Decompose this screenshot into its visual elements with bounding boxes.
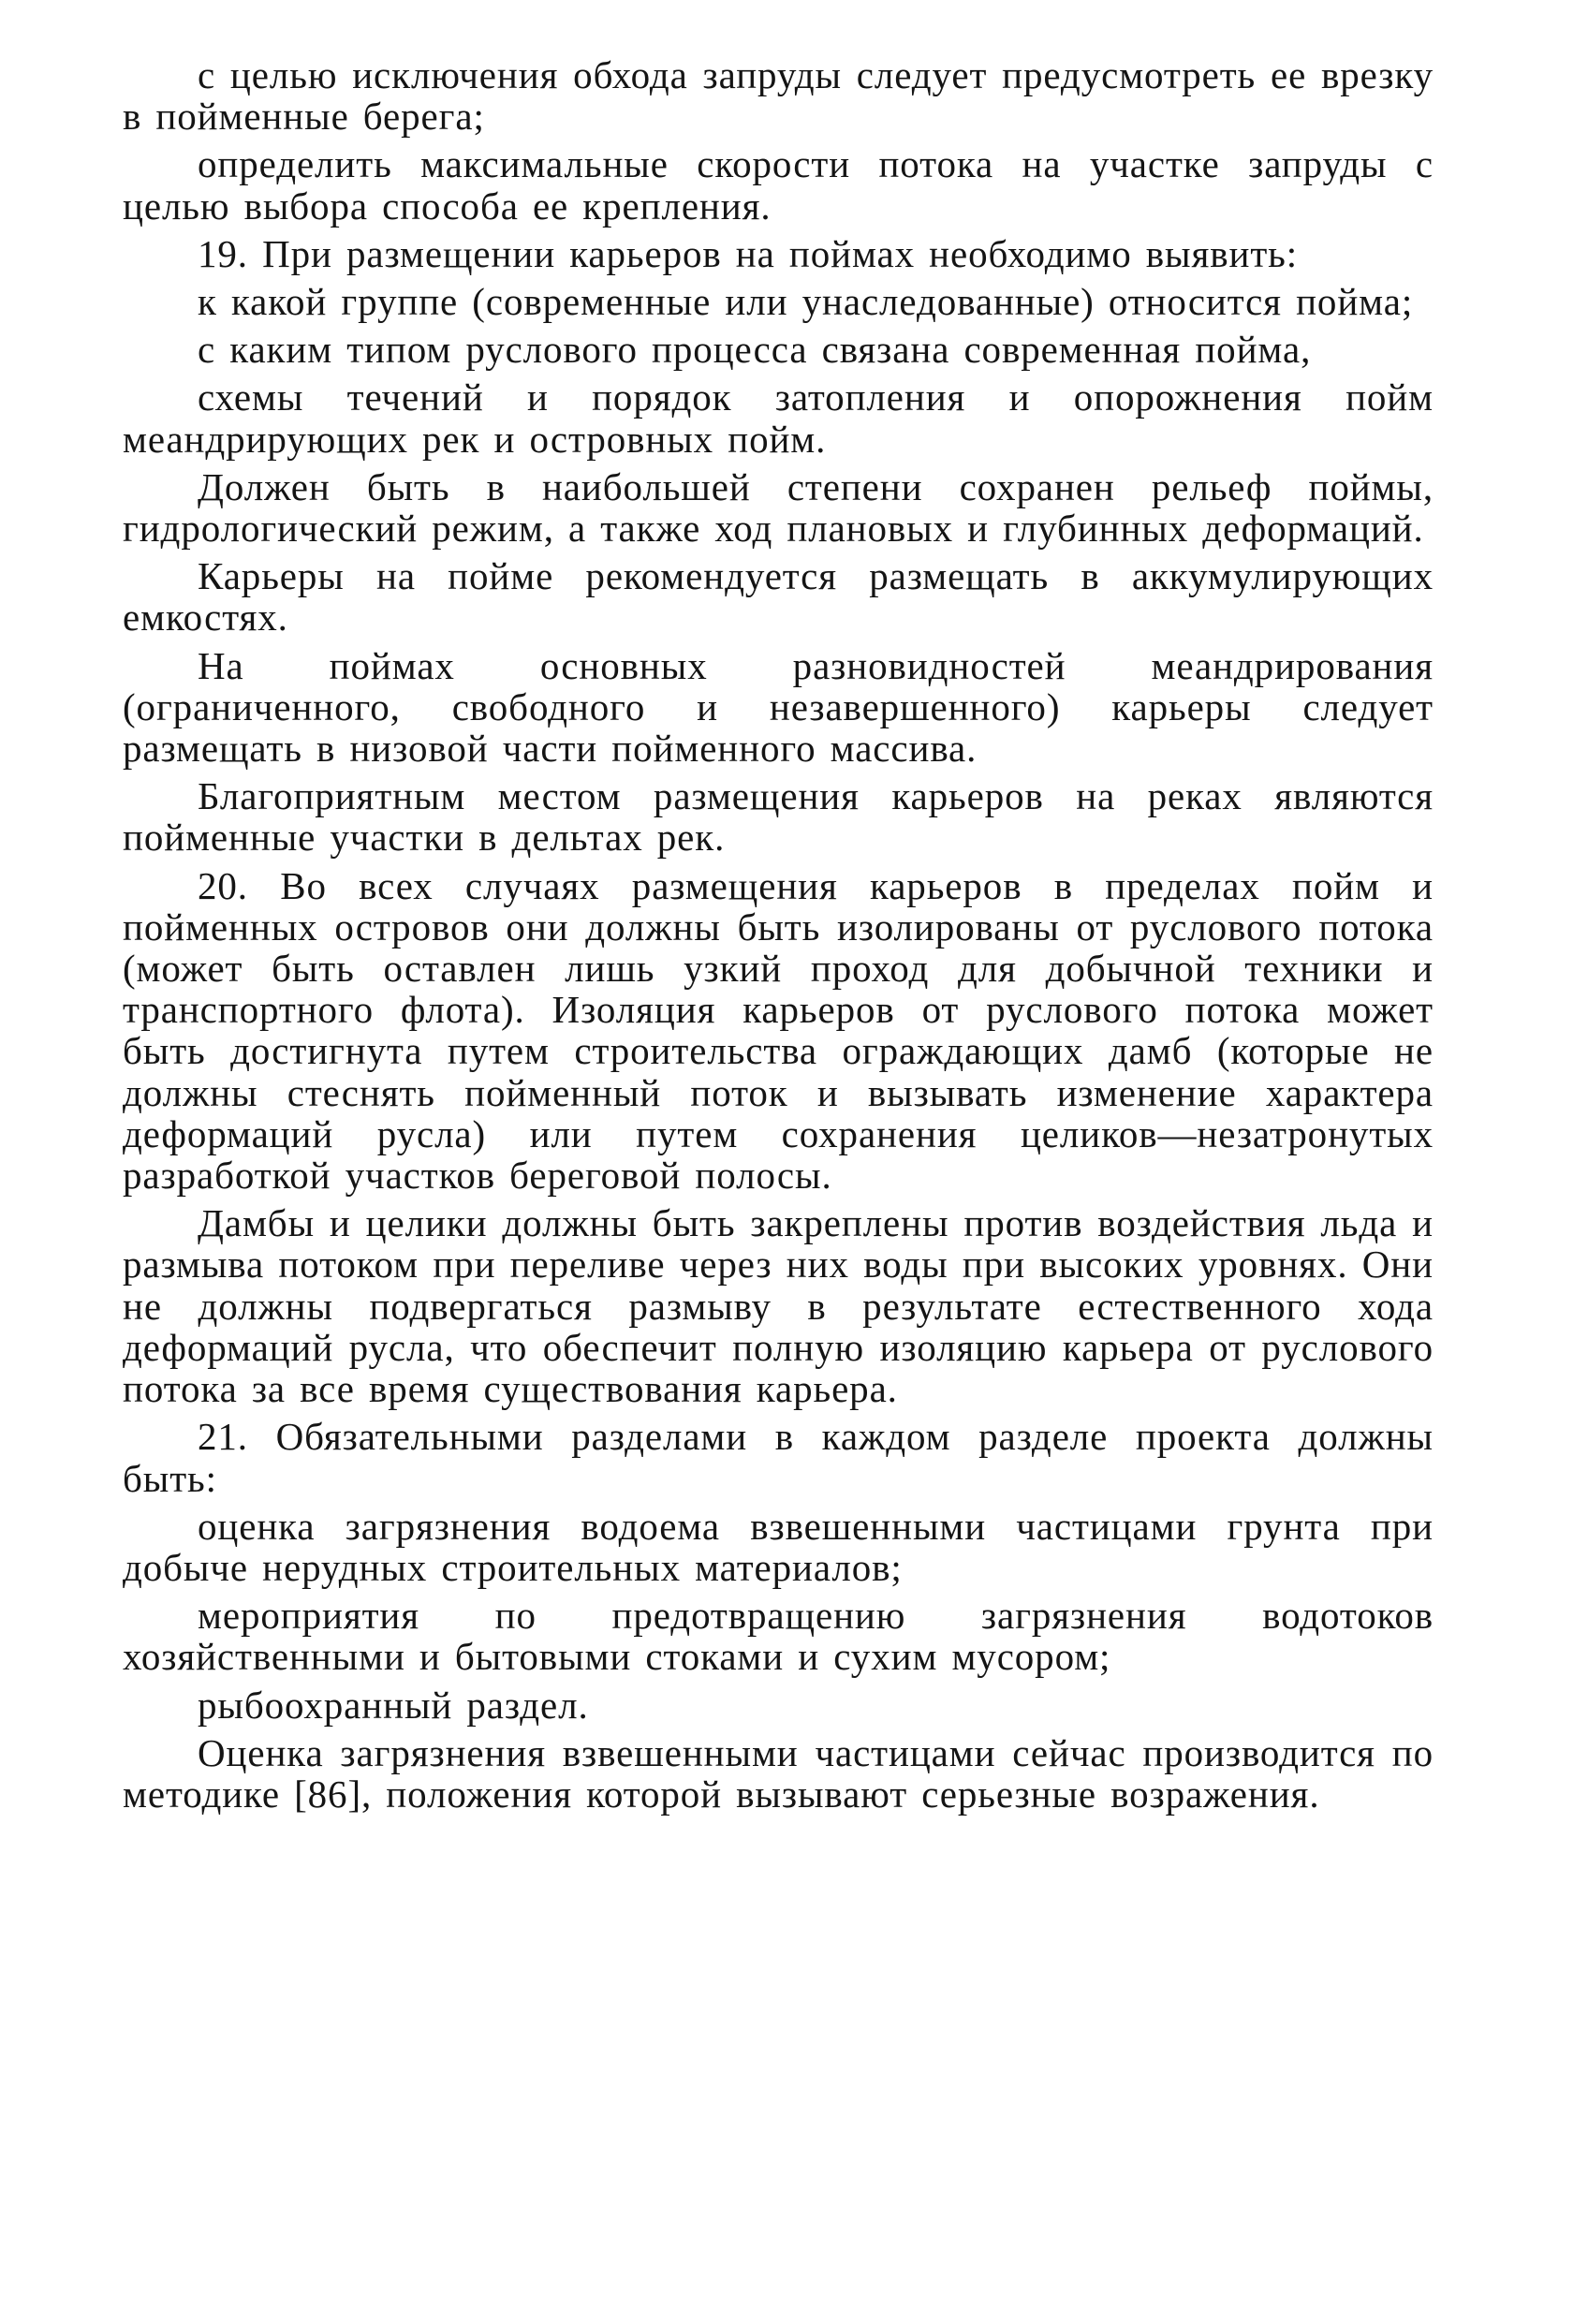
paragraph: определить максимальные скорости потока на участке запруды с целью выбора способа ее крепления. (123, 142, 1434, 228)
paragraph: мероприятия по предотвращению загрязнения водотоков хозяйственными и бытовыми стоками и сухим мусором; (123, 1594, 1434, 1679)
paragraph: На поймах основных разновидностей меандрирования (ограниченного, свободного и незавершенного) карьеры следует размещать в низовой части пойменного массива. (123, 643, 1434, 771)
paragraph-item-21: 21. Обязательными разделами в каждом разделе проекта должны быть: (123, 1415, 1434, 1500)
paragraph: Благоприятным местом размещения карьеров на реках являются пойменные участки в дельтах рек. (123, 774, 1434, 860)
paragraph: схемы течений и порядок затопления и опорожнения пойм меандрирующих рек и островных пойм. (123, 375, 1434, 461)
document-page (123, 54, 1434, 1821)
paragraph: Оценка загрязнения взвешенными частицами сейчас производится по методике [86], положения которой вызывают серьезные возражения. (123, 1730, 1434, 1816)
paragraph: рыбоохранный раздел. (198, 1683, 589, 1727)
paragraph: оценка загрязнения водоема взвешенными частицами грунта при добыче нерудных строительных материалов; (123, 1504, 1434, 1589)
paragraph-item-19: 19. При размещении карьеров на поймах необходимо выявить: (198, 231, 1299, 275)
paragraph: с целью исключения обхода запруды следует предусмотреть ее врезку в пойменные берега; (123, 53, 1434, 139)
paragraph: Должен быть в наибольшей степени сохранен рельеф поймы, гидрологический режим, а также ход плановых и глубинных деформаций. (123, 464, 1434, 551)
paragraph: с каким типом руслового процесса связана современная пойма, (198, 328, 1312, 372)
paragraph-item-20: 20. Во всех случаях размещения карьеров в пределах пойм и пойменных островов они должны быть изолированы от руслового потока (может быть оставлен лишь узкий проход для добычной техники и транспортного флота). Изоляция карьеров от руслового потока может быть достигнута путем строительства ограждающих дамб (которые не должны стеснять пойменный поток и вызывать изменение характера деформаций русла) или путем сохранения целиков—незатронутых разработкой участков береговой полосы. (123, 863, 1434, 1198)
paragraph: к какой группе (современные или унаследованные) относится пойма; (198, 280, 1414, 324)
paragraph: Карьеры на пойме рекомендуется размещать в аккумулирующих емкостях. (123, 554, 1434, 640)
paragraph: Дамбы и целики должны быть закреплены против воздействия льда и размыва потоком при переливе через них воды при высоких уровнях. Они не должны подвергаться размыву в результате естественного хода деформаций русла, что обеспечит полную изоляцию карьера от руслового потока за все время существования карьера. (123, 1201, 1434, 1411)
